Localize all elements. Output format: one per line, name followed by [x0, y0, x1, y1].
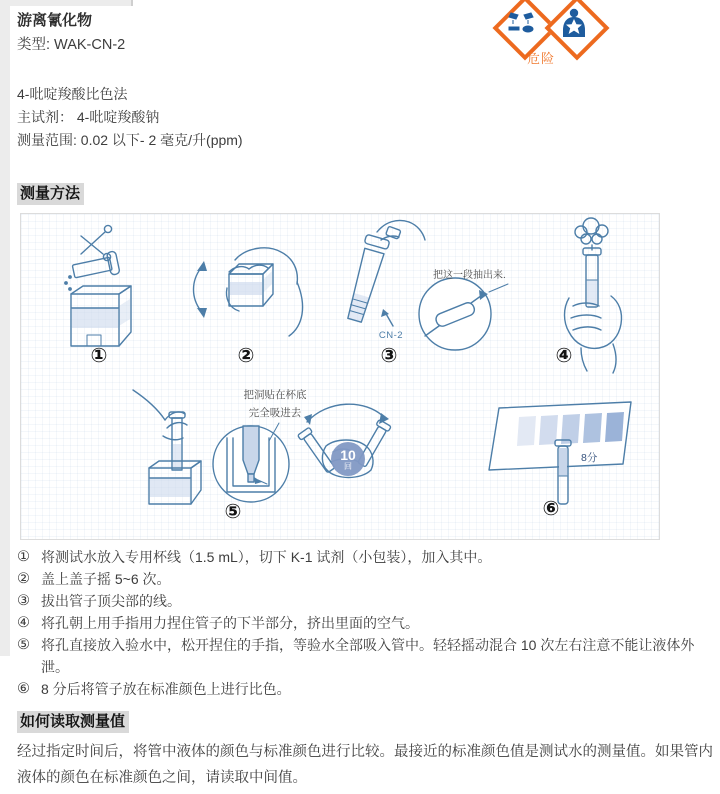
corrosive-icon	[508, 11, 534, 37]
method-section-heading: 测量方法	[17, 183, 84, 205]
instruction-marker: ⑥	[17, 681, 30, 697]
top-edge-tick	[131, 0, 133, 6]
instruction-text: 拔出管子顶尖部的线。	[41, 593, 181, 609]
instruction-text: 将孔朝上用手指用力捏住管子的下半部分，挤出里面的空气。	[41, 615, 419, 631]
step5-magnifier-illustration	[213, 423, 289, 502]
instruction-marker: ④	[17, 615, 30, 631]
tube-label: CN-2	[378, 330, 404, 341]
instruction-item	[17, 546, 712, 568]
instruction-text: 将测试水放入专用杯线（1.5 mL），切下 K-1 试剂（小包装），加入其中。	[41, 549, 492, 565]
step1-cut-pour-illustration	[65, 225, 131, 346]
absorb-note-line2: 完全吸进去	[248, 407, 302, 419]
instruction-marker: ③	[17, 593, 30, 609]
instruction-item	[17, 568, 712, 590]
method-diagram-art	[21, 214, 659, 539]
instruction-text: 8 分后将管子放在标准颜色上进行比色。	[41, 681, 291, 697]
instruction-text: 盖上盖子摇 5~6 次。	[41, 571, 171, 587]
reading-section-heading: 如何读取测量值	[17, 711, 129, 733]
method-name-line: 4-吡啶羧酸比色法	[17, 86, 128, 102]
instruction-marker: ⑤	[17, 637, 30, 653]
health-hazard-icon	[560, 8, 588, 38]
instruction-item	[17, 678, 712, 700]
step2-shake-cup-illustration	[194, 248, 303, 336]
reagent-line: 主试剂： 4-吡啶羧酸钠	[17, 109, 160, 125]
instruction-list	[17, 546, 712, 700]
pull-out-note: 把这一段抽出来.	[433, 270, 506, 281]
method-diagram-box	[20, 213, 660, 540]
instruction-marker: ①	[17, 549, 30, 565]
step3-pull-thread-illustration	[343, 220, 508, 350]
reading-section-body: 经过指定时间后，将管中液体的颜色与标准颜色进行比较。最接近的标准颜色值是测试水的测量值。如果管内液体的颜色在标准颜色之间，请读取中间值。	[17, 744, 713, 786]
instruction-item	[17, 590, 712, 612]
step-number-5: ⑤	[224, 501, 242, 523]
shake-count-badge	[331, 442, 365, 476]
step-number-1: ①	[90, 345, 108, 367]
shake-count-unit: 回	[344, 462, 352, 471]
step5-dip-tube-illustration	[133, 390, 201, 504]
page-left-gutter	[0, 0, 10, 656]
page-title: 游离氰化物	[17, 12, 93, 29]
step-number-2: ②	[237, 345, 255, 367]
shake-count: 10	[340, 447, 356, 463]
instruction-item	[17, 612, 712, 634]
instruction-marker: ②	[17, 571, 30, 587]
step-number-3: ③	[380, 345, 398, 367]
step-number-4: ④	[555, 345, 573, 367]
hazard-signal-word: 危险	[527, 51, 556, 66]
wait-time-label: 8分	[581, 452, 598, 464]
top-edge-bar	[0, 0, 132, 6]
instruction-item	[17, 634, 712, 678]
step6-color-chart-illustration	[489, 402, 631, 504]
instruction-text: 将孔直接放入验水中，松开捏住的手指，等验水全部吸入管中。轻轻摇动混合 10 次左右注意不能让液体外泄。	[41, 637, 695, 675]
absorb-note-line1: 把洞贴在杯底	[243, 389, 307, 401]
product-type-line: 类型: WAK-CN-2	[17, 37, 126, 53]
range-line: 测量范围: 0.02 以下- 2 毫克/升(ppm)	[17, 132, 243, 148]
step-number-6: ⑥	[542, 498, 560, 520]
